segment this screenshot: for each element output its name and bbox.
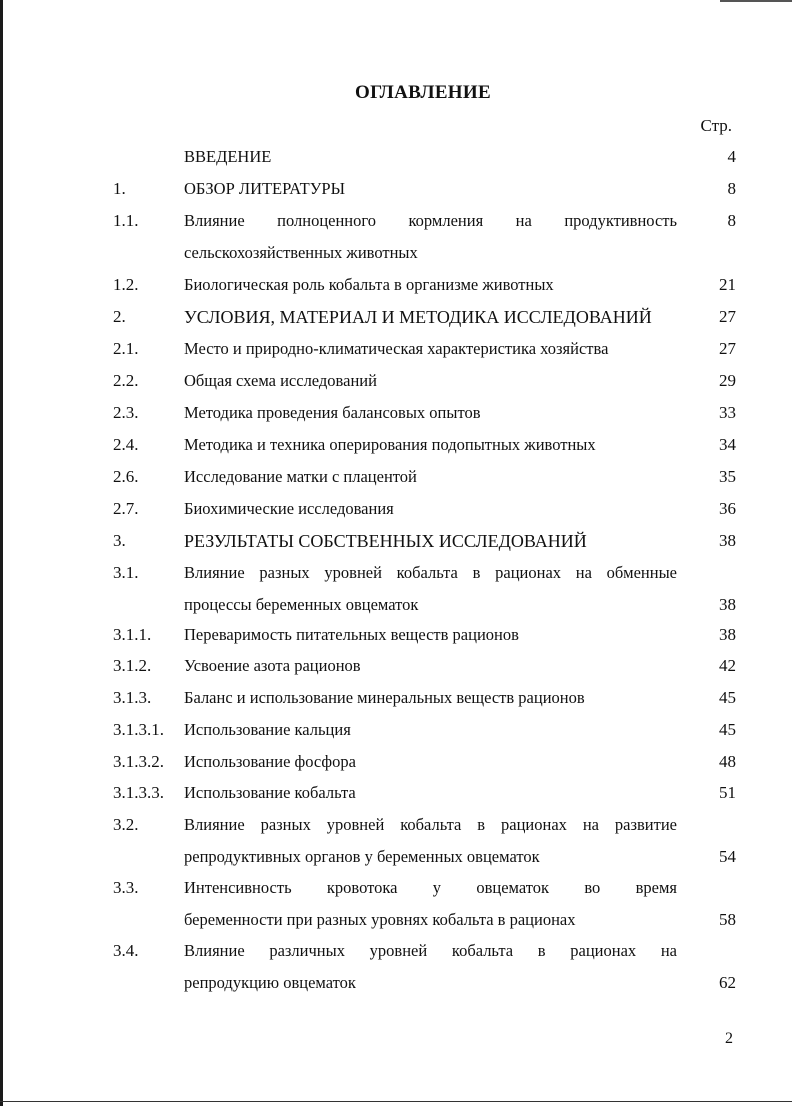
toc-number: 2.1. xyxy=(113,339,139,358)
toc-page: 35 xyxy=(719,467,736,486)
toc-number: 3. xyxy=(113,531,126,550)
toc-title: ОБЗОР ЛИТЕРАТУРЫ xyxy=(184,179,345,198)
toc-title: Влияние различных уровней кобальта в рационах на xyxy=(184,941,677,960)
toc-title: Общая схема исследований xyxy=(184,371,377,390)
toc-number: 1.2. xyxy=(113,275,139,294)
toc-number: 3.1.3.2. xyxy=(113,752,164,771)
toc-title: Биологическая роль кобальта в организме животных xyxy=(184,275,554,294)
toc-number: 3.2. xyxy=(113,815,139,834)
toc-page: 38 xyxy=(719,531,736,550)
toc-page: 8 xyxy=(727,179,736,198)
toc-title: Баланс и использование минеральных веществ рационов xyxy=(184,688,585,707)
toc-title-continued: беременности при разных уровнях кобальта в рационах xyxy=(184,910,576,929)
toc-page: 45 xyxy=(719,688,736,707)
toc-page: 27 xyxy=(719,307,736,326)
toc-title: Влияние разных уровней кобальта в рационах на развитие xyxy=(184,815,677,834)
toc-number: 3.4. xyxy=(113,941,139,960)
toc-page: 21 xyxy=(719,275,736,294)
toc-title-continued: репродукцию овцематок xyxy=(184,973,356,992)
toc-number: 3.1.3.1. xyxy=(113,720,164,739)
toc-page: 48 xyxy=(719,752,736,771)
sheet-number: 2 xyxy=(725,1030,733,1047)
toc-page: 38 xyxy=(719,595,736,614)
toc-title: Усвоение азота рационов xyxy=(184,656,361,675)
toc-page: 45 xyxy=(719,720,736,739)
toc-page: 58 xyxy=(719,910,736,929)
toc-title: Переваримость питательных веществ рационов xyxy=(184,625,519,644)
toc-page: 51 xyxy=(719,783,736,802)
toc-title: Исследование матки с плацентой xyxy=(184,467,417,486)
toc-number: 3.1. xyxy=(113,563,139,582)
toc-title: Биохимические исследования xyxy=(184,499,394,518)
toc-number: 3.1.2. xyxy=(113,656,152,675)
toc-title: Место и природно-климатическая характеристика хозяйства xyxy=(184,339,609,358)
toc-page: 34 xyxy=(719,435,736,454)
toc-title: Использование фосфора xyxy=(184,752,356,771)
toc-title: Использование кобальта xyxy=(184,783,356,802)
toc-number: 2.4. xyxy=(113,435,139,454)
toc-page: 54 xyxy=(719,847,736,866)
toc-title: Влияние полноценного кормления на продуктивность xyxy=(184,211,677,230)
toc-page: 8 xyxy=(727,211,736,230)
toc-title: Использование кальция xyxy=(184,720,351,739)
toc-title-continued: репродуктивных органов у беременных овцематок xyxy=(184,847,540,866)
toc-page: 42 xyxy=(719,656,736,675)
toc-number: 2.6. xyxy=(113,467,139,486)
toc-title-continued: сельскохозяйственных животных xyxy=(184,243,418,262)
toc-title: Методика и техника оперирования подопытных животных xyxy=(184,435,596,454)
toc-page: 38 xyxy=(719,625,736,644)
toc-number: 3.1.3.3. xyxy=(113,783,164,802)
toc-page: 29 xyxy=(719,371,736,390)
page-column-label: Стр. xyxy=(700,116,732,135)
toc-title: Методика проведения балансовых опытов xyxy=(184,403,481,422)
toc-number: 2.7. xyxy=(113,499,139,518)
toc-number: 2. xyxy=(113,307,126,326)
toc-title: Влияние разных уровней кобальта в рационах на обменные xyxy=(184,563,677,582)
toc-page: 33 xyxy=(719,403,736,422)
toc-page: 36 xyxy=(719,499,736,518)
toc-number: 2.2. xyxy=(113,371,139,390)
toc-title: УСЛОВИЯ, МАТЕРИАЛ И МЕТОДИКА ИССЛЕДОВАНИЙ xyxy=(184,307,652,327)
toc-title: РЕЗУЛЬТАТЫ СОБСТВЕННЫХ ИССЛЕДОВАНИЙ xyxy=(184,531,587,551)
toc-number: 3.1.3. xyxy=(113,688,152,707)
toc-title: ВВЕДЕНИЕ xyxy=(184,147,272,166)
toc-number: 3.3. xyxy=(113,878,139,897)
toc-number: 3.1.1. xyxy=(113,625,152,644)
toc-title-continued: процессы беременных овцематок xyxy=(184,595,419,614)
toc-page: 27 xyxy=(719,339,736,358)
toc-title: Интенсивность кровотока у овцематок во время xyxy=(184,878,677,897)
toc-number: 1.1. xyxy=(113,211,139,230)
toc-number: 2.3. xyxy=(113,403,139,422)
page-title: ОГЛАВЛЕНИЕ xyxy=(355,82,491,103)
toc-page: 62 xyxy=(719,973,736,992)
toc-page: 4 xyxy=(727,147,736,166)
toc-number: 1. xyxy=(113,179,126,198)
